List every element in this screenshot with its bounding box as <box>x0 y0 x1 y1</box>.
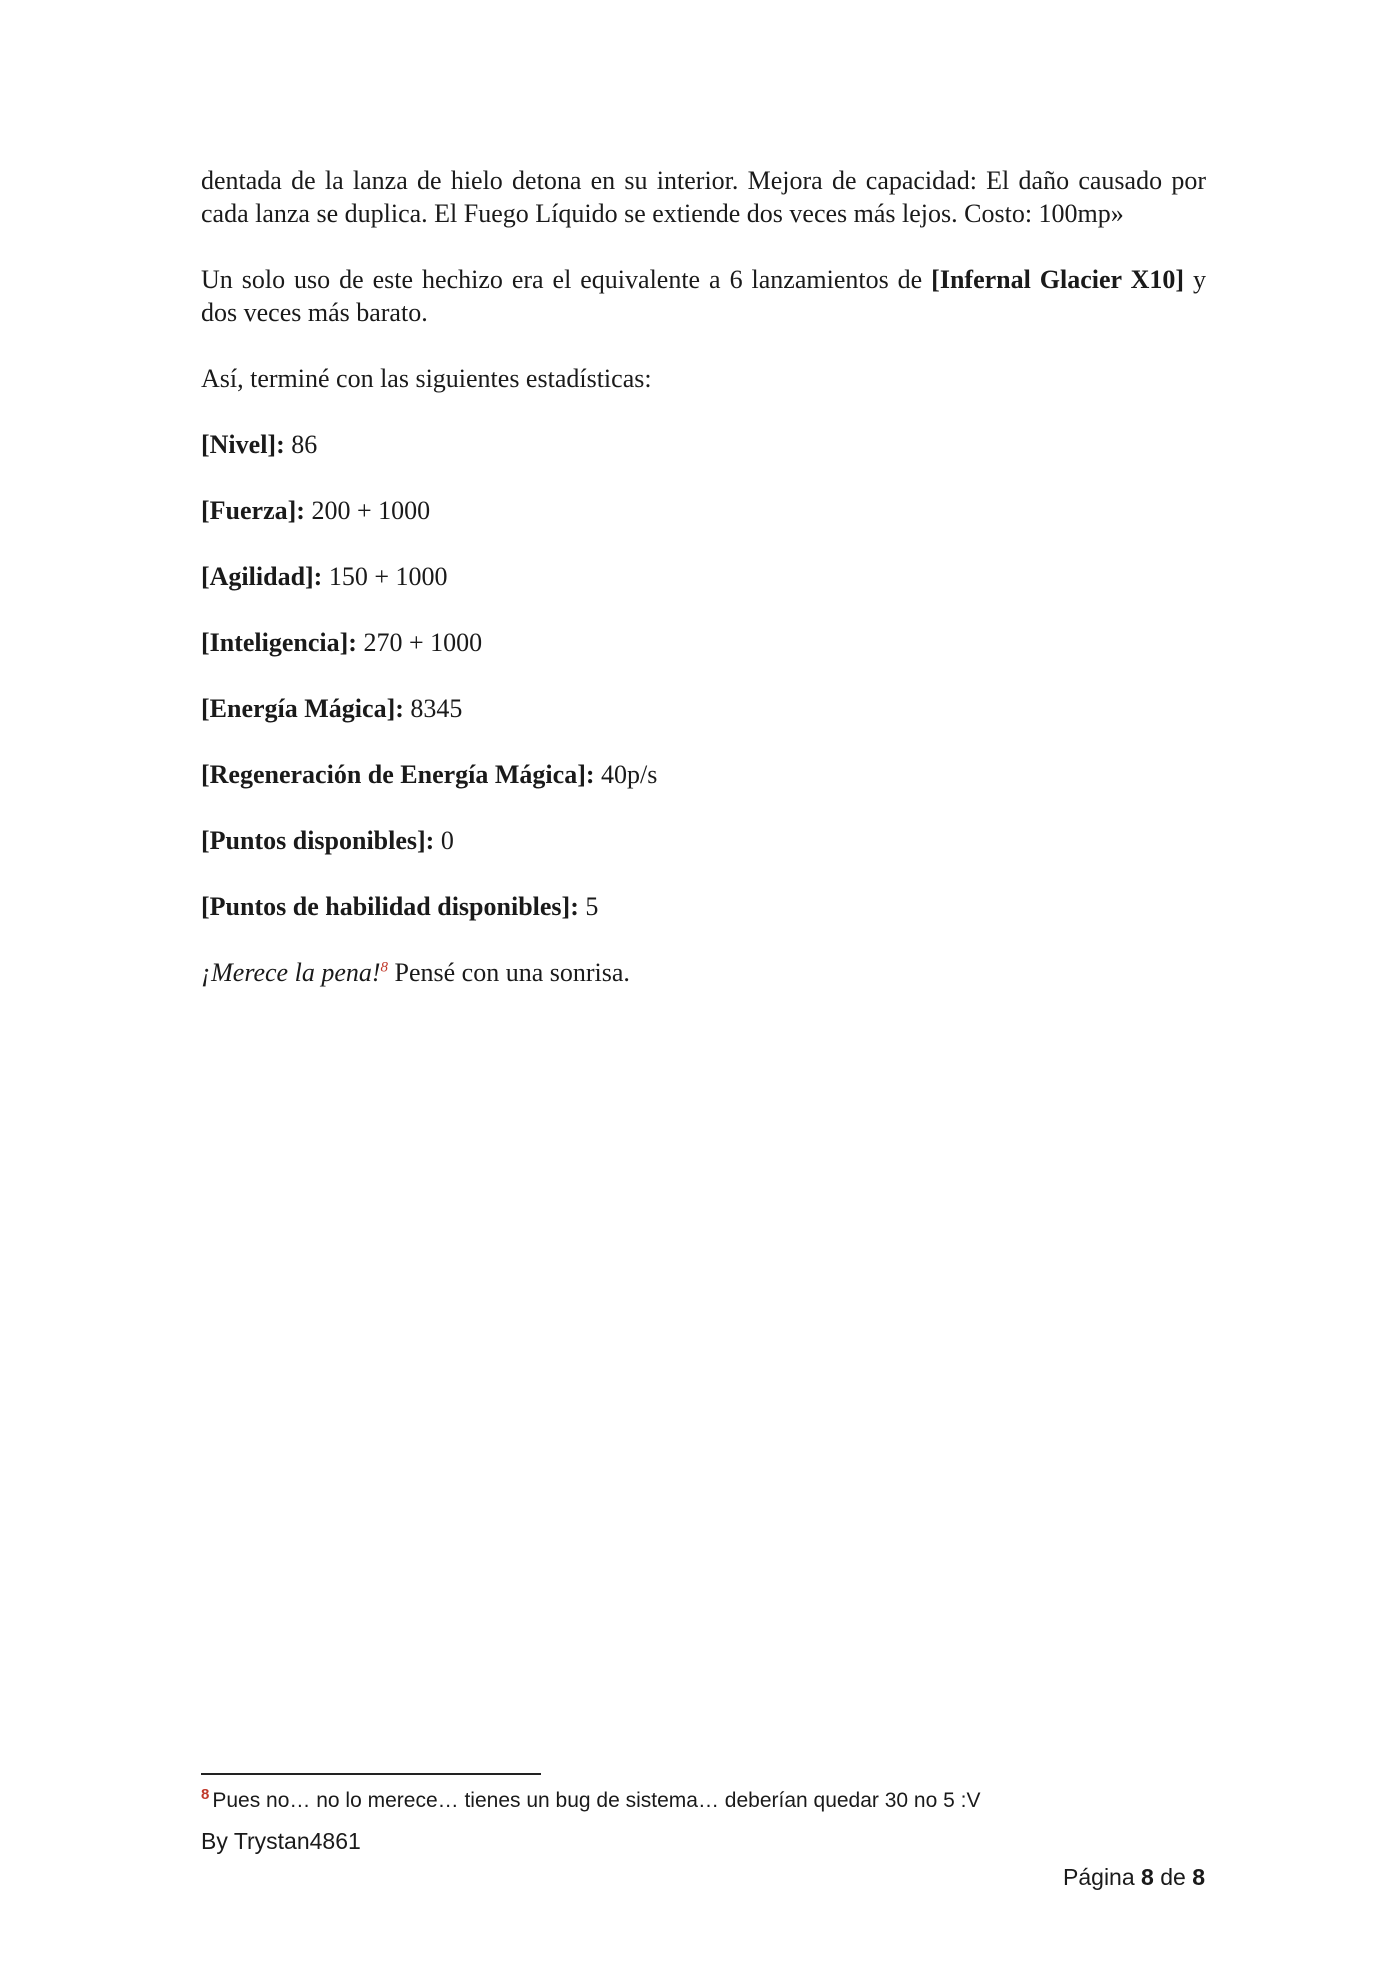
paragraph-closing <box>201 956 1206 989</box>
paragraph-comparison-text: Un solo uso de este hechizo era el equivalente a 6 lanzamientos de <box>201 265 932 294</box>
footnote-reference[interactable]: 8 <box>380 959 389 976</box>
stat-label: [Puntos de habilidad disponibles]: <box>201 892 579 921</box>
closing-thought: ¡Merece la pena! <box>201 958 381 987</box>
stat-label: [Puntos disponibles]: <box>201 826 435 855</box>
stat-label: [Regeneración de Energía Mágica]: <box>201 760 595 789</box>
stat-label: [Inteligencia]: <box>201 628 357 657</box>
stat-line-intelligence <box>201 626 1206 659</box>
stat-value: 8345 <box>403 694 463 723</box>
stat-label: [Nivel]: <box>201 430 285 459</box>
stat-value: 270 + 1000 <box>356 628 483 657</box>
paragraph-stats-intro: Así, terminé con las siguientes estadísticas: <box>201 364 652 393</box>
body-text <box>201 164 1206 1022</box>
stat-label: [Energía Mágica]: <box>201 694 404 723</box>
stats-list <box>201 428 1206 923</box>
page-number-total: 8 <box>1192 1864 1205 1890</box>
stat-line-available-points <box>201 824 1206 857</box>
page-number-middle: de <box>1153 1864 1193 1890</box>
spell-name: [Infernal Glacier X10] <box>931 265 1185 294</box>
paragraph-spell-description: dentada de la lanza de hielo detona en su interior. Mejora de capacidad: El daño causado por cada lanza se duplica. El Fuego Líquido se extiende dos veces más lejos. Costo: 100mp» <box>201 166 1206 228</box>
stat-line-strength <box>201 494 1206 527</box>
stat-value: 40p/s <box>594 760 658 789</box>
stat-value: 150 + 1000 <box>322 562 448 591</box>
paragraph-comparison <box>201 263 1206 329</box>
footnote <box>201 1786 1201 1816</box>
stat-label: [Fuerza]: <box>201 496 305 525</box>
stat-line-magic-regen <box>201 758 1206 791</box>
stat-value: 0 <box>434 826 454 855</box>
stat-label: [Agilidad]: <box>201 562 323 591</box>
page-number-current: 8 <box>1141 1864 1154 1890</box>
stat-value: 86 <box>284 430 318 459</box>
page-number-prefix: Página <box>1063 1864 1142 1890</box>
paragraph-comparison-tail: y dos veces más barato. <box>201 265 1206 327</box>
byline: By Trystan4861 <box>201 1828 361 1854</box>
stat-line-skill-points <box>201 890 1206 923</box>
footnote-separator <box>201 1773 541 1775</box>
stat-line-level <box>201 428 1206 461</box>
footnote-number: 8 <box>201 1786 210 1803</box>
page-number <box>1063 1862 1205 1892</box>
stat-value: 5 <box>578 892 599 921</box>
stat-line-magic-energy <box>201 692 1206 725</box>
closing-text: Pensé con una sonrisa. <box>388 958 630 987</box>
stat-value: 200 + 1000 <box>304 496 431 525</box>
footnote-text: Pues no… no lo merece… tienes un bug de sistema… deberían quedar 30 no 5 :V <box>212 1789 981 1812</box>
stat-line-agility <box>201 560 1206 593</box>
